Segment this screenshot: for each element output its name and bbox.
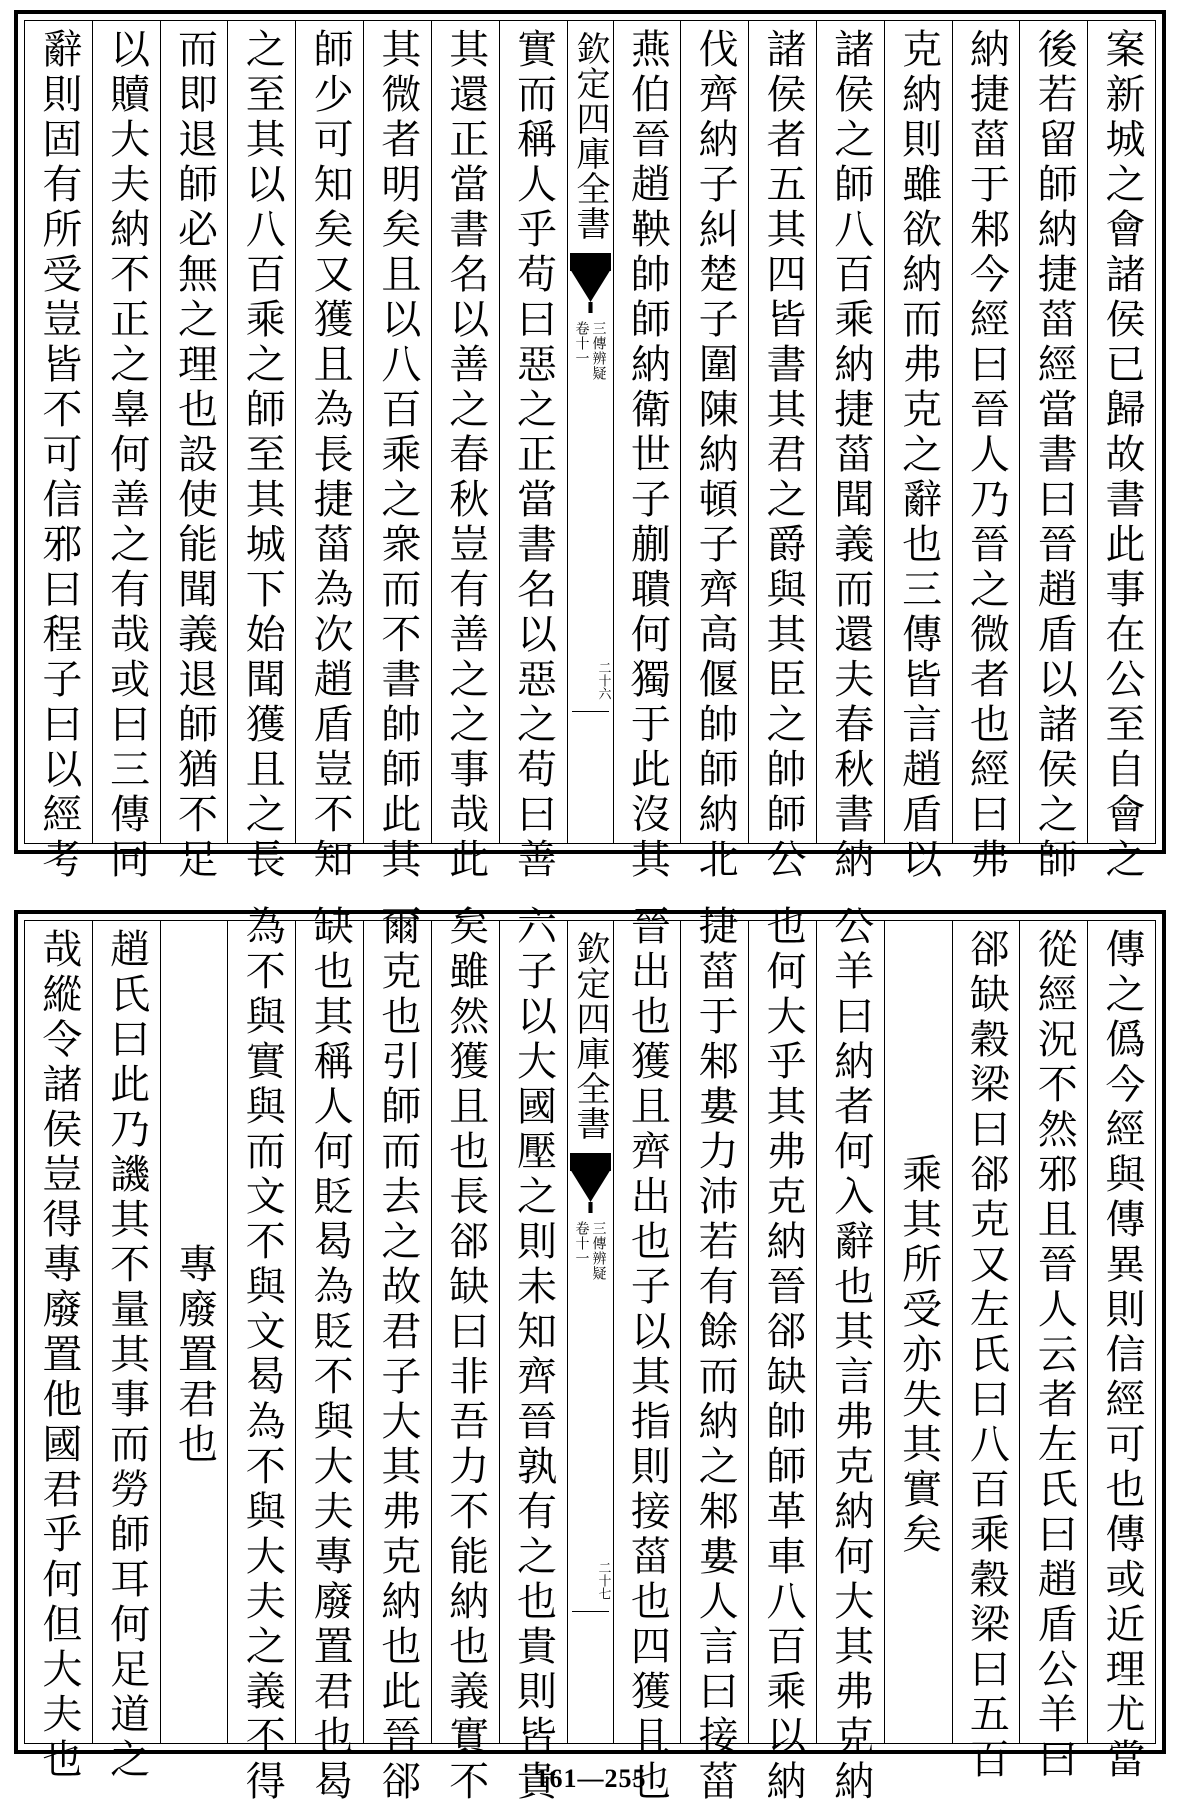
- text-column: [613, 21, 681, 883]
- text-column: [25, 21, 92, 883]
- text-column: [363, 905, 431, 1805]
- column-text: 納捷菑于邾今經曰晉人乃晉之微者也經曰弗: [963, 27, 1010, 883]
- column-text: 傳之僞今經與傳異則信經可也傳或近理尤當: [1099, 927, 1145, 1783]
- column-text: 哉縱令諸侯豈得專廢置他國君乎何但大夫也: [35, 927, 82, 1783]
- text-column: [363, 21, 431, 883]
- column-text: 諸侯者五其四皆書其君之爵與其臣之帥師公: [759, 27, 806, 883]
- column-text: 克納則雖欲納而弗克之辭也三傳皆言趙盾以: [895, 27, 942, 883]
- column-text: 公羊曰納者何入辭也其言弗克納何大其弗克納: [827, 905, 874, 1805]
- column-text: 趙氏曰此乃譏其不量其事而勞師耳何足道之: [103, 927, 150, 1783]
- column-text: 從經況不然邪且晉人云者左氏曰趙盾公羊曰: [1031, 927, 1078, 1783]
- center-fold-column: [567, 921, 613, 1743]
- text-column: [613, 905, 681, 1805]
- column-text: 諸侯之師八百乘納捷菑聞義而還夫春秋書納: [827, 27, 874, 883]
- column-text: 案新城之會諸侯已歸故書此事在公至自會之: [1099, 27, 1145, 883]
- text-column: [952, 21, 1020, 883]
- page-number: 161—255: [535, 1764, 647, 1793]
- book-title: 三傳辨疑: [590, 1221, 607, 1281]
- text-column: [884, 921, 952, 1743]
- column-text: 師少可知矣又獲且為長捷菑為次趙盾豈不知: [307, 27, 354, 883]
- text-column: [1087, 21, 1155, 883]
- column-text: 以贖大夫納不正之辠何善之有哉或曰三傳同: [103, 27, 150, 883]
- column-text: 後若留師納捷菑經當書曰晉趙盾以諸侯之師: [1031, 27, 1078, 883]
- column-text: 郤缺穀梁曰郤克又左氏曰八百乘穀梁曰五百: [963, 927, 1010, 1783]
- column-text: 實而稱人乎苟曰惡之正當書名以惡之苟曰善: [510, 27, 557, 883]
- text-column: [499, 905, 567, 1805]
- text-column: [295, 21, 363, 883]
- column-text: 也何大乎其弗克納晉郤缺帥師革車八百乘以納: [759, 905, 806, 1805]
- text-column: [431, 905, 499, 1805]
- volume-label: 卷十一: [573, 1221, 590, 1266]
- center-divider: [572, 711, 609, 712]
- text-column: [1019, 921, 1087, 1783]
- column-text: 晉出也獲且齊出也子以其指則接菑也四獲且也: [624, 905, 671, 1805]
- column-text: 捷菑于邾婁力沛若有餘而納之邾婁人言曰接菑: [692, 905, 739, 1805]
- text-column: [160, 21, 228, 883]
- text-column: [680, 21, 748, 883]
- column-text: 而即退師必無之理也設使能聞義退師猶不足: [171, 27, 218, 883]
- text-column: [748, 905, 816, 1805]
- text-column: [92, 21, 160, 883]
- text-column: [1019, 21, 1087, 883]
- fish-tail-notch: [570, 269, 611, 313]
- text-column: [160, 921, 228, 1743]
- column-text: 爾克也引師而去之故君子大其弗克納也此晉郤: [374, 905, 421, 1805]
- top-page-frame: [14, 10, 1166, 883]
- text-column: [92, 921, 160, 1783]
- text-column: [295, 905, 363, 1805]
- leaf-number: 二十七: [595, 1561, 611, 1600]
- text-column: [499, 21, 567, 883]
- top-page-inner-border: [24, 20, 1156, 883]
- library-title: 欽定四庫全書: [570, 31, 610, 241]
- column-text: 之至其以八百乘之師至其城下始聞獲且之長: [239, 27, 286, 883]
- column-text: 燕伯晉趙鞅帥師納衛世子蒯聵何獨于此沒其: [624, 27, 671, 883]
- column-text: 缺也其稱人何貶曷為貶不與大夫專廢置君也曷: [307, 905, 354, 1805]
- volume-label: 卷十一: [573, 321, 590, 366]
- text-column: [748, 21, 816, 883]
- center-fold-column: [567, 21, 613, 843]
- column-text: 其還正當書名以善之春秋豈有善之之事哉此: [442, 27, 489, 883]
- text-column: [25, 921, 92, 1783]
- text-column: [227, 21, 295, 883]
- column-text: 專廢置君也: [171, 1242, 218, 1468]
- text-column: [816, 905, 884, 1805]
- text-column: [952, 921, 1020, 1783]
- text-column: [431, 21, 499, 883]
- book-title: 三傳辨疑: [590, 321, 607, 381]
- column-text: 其微者明矣且以八百乘之衆而不書帥師此其: [374, 27, 421, 883]
- leaf-number: 二十六: [595, 661, 611, 700]
- text-column: [227, 905, 295, 1805]
- column-text: 伐齊納子糾楚子圍陳納頓子齊高偃帥師納北: [692, 27, 739, 883]
- column-text: 辭則固有所受豈皆不可信邪曰程子曰以經考: [35, 27, 82, 883]
- text-column: [884, 21, 952, 883]
- column-text: 六子以大國壓之則未知齊晉孰有之也貴則皆貴: [510, 905, 557, 1805]
- text-column: [680, 905, 748, 1805]
- text-column: [816, 21, 884, 883]
- center-divider: [572, 1611, 609, 1612]
- column-text: 乘其所受亦失其實矣: [895, 1152, 942, 1558]
- column-text: 矣雖然獲且也長郤缺曰非吾力不能納也義實不: [442, 905, 489, 1805]
- library-title: 欽定四庫全書: [570, 931, 610, 1141]
- column-text: 為不與實與而文不與文曷為不與大夫之義不得: [239, 905, 286, 1805]
- text-column: [1087, 921, 1155, 1783]
- fish-tail-notch: [570, 1169, 611, 1213]
- top-text-columns: [25, 21, 1155, 883]
